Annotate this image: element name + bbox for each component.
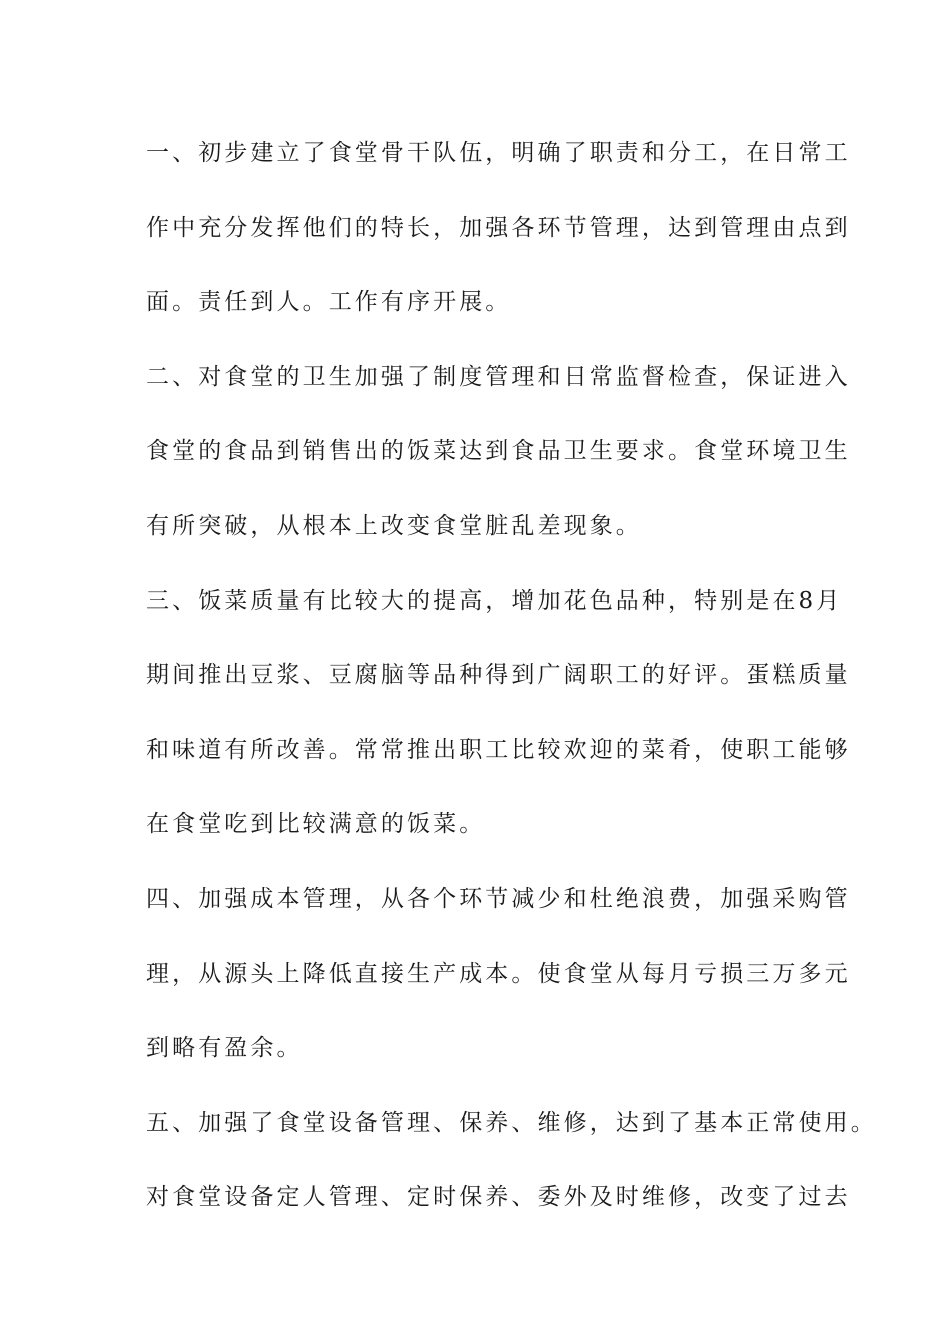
text-line: 和味道有所改善。常常推出职工比较欢迎的菜肴，使职工能够 [146, 736, 851, 763]
text-line: 三、饭菜质量有比较大的提高，增加花色品种，特别是在8月 [146, 587, 843, 614]
text-line: 期间推出豆浆、豆腐脑等品种得到广阔职工的好评。蛋糕质量 [146, 662, 851, 689]
text-line: 五、加强了食堂设备管理、保养、维修，达到了基本正常使用。 [146, 1109, 877, 1136]
text-line: 在食堂吃到比较满意的饭菜。 [146, 811, 486, 838]
text-line: 作中充分发挥他们的特长，加强各环节管理，达到管理由点到 [146, 214, 851, 241]
document-body [146, 131, 877, 1250]
text-line: 四、加强成本管理，从各个环节减少和杜绝浪费，加强采购管 [146, 885, 851, 912]
text-line: 对食堂设备定人管理、定时保养、委外及时维修，改变了过去 [146, 1184, 851, 1211]
text-line: 有所突破，从根本上改变食堂脏乱差现象。 [146, 512, 642, 539]
text-line: 面。责任到人。工作有序开展。 [146, 289, 512, 316]
text-line: 一、初步建立了食堂骨干队伍，明确了职责和分工，在日常工 [146, 140, 851, 166]
text-line: 到略有盈余。 [146, 1035, 303, 1062]
text-line: 食堂的食品到销售出的饭菜达到食品卫生要求。食堂环境卫生 [146, 438, 851, 465]
text-line: 理，从源头上降低直接生产成本。使食堂从每月亏损三万多元 [146, 960, 851, 987]
text-line: 二、对食堂的卫生加强了制度管理和日常监督检查，保证进入 [146, 363, 851, 390]
